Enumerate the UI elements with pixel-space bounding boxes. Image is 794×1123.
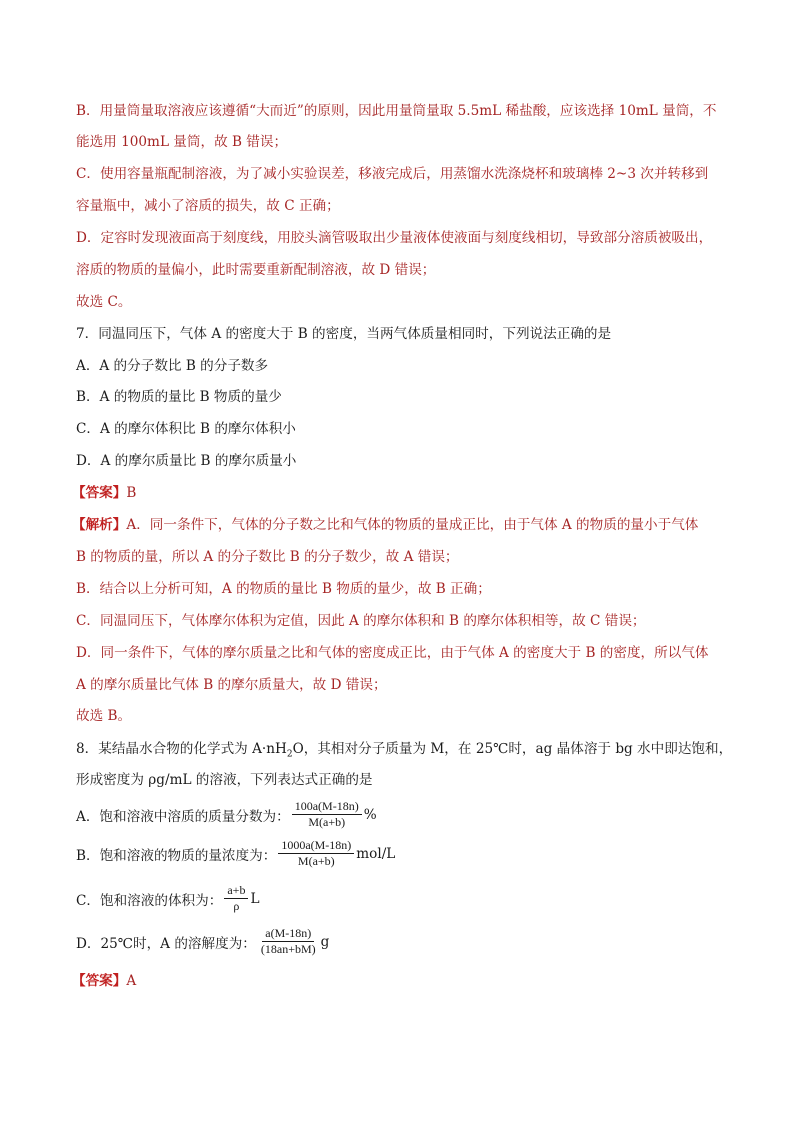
fraction-denominator: M(a+b) — [297, 854, 335, 868]
q7-answer — [72, 483, 724, 503]
q7-option-a: A．A 的分子数比 B 的分子数多 — [76, 358, 269, 374]
q8-option-b-fraction — [278, 838, 354, 869]
fraction-numerator: a(M-18n) — [262, 926, 314, 942]
answer-tag: 【答案】 — [72, 973, 127, 989]
q6-option-d-line2: 溶质的物质的量偏小，此时需要重新配制溶液，故 D 错误； — [76, 262, 436, 278]
q8-option-c-label: C．饱和溶液的体积为： — [76, 892, 223, 909]
q8-option-b — [76, 838, 395, 869]
q8-option-c — [76, 883, 259, 914]
q6-selection: 故选 C。 — [76, 294, 132, 310]
fraction-numerator: 100a(M-18n) — [292, 799, 362, 815]
q6-option-d-line1: D．定容时发现液面高于刻度线，用胶头滴管吸取出少量液体使液面与刻度线相切，导致部分溶质被吸出， — [76, 230, 713, 246]
q7-explanation-line3: B．结合以上分析可知，A 的物质的量比 B 物质的量少，故 B 正确； — [76, 581, 491, 597]
q7-stem: 7．同温同压下，气体 A 的密度大于 B 的密度，当两气体质量相同时，下列说法正确的是 — [76, 326, 612, 342]
q8-option-c-unit: L — [250, 890, 260, 907]
q8-stem-line1 — [76, 739, 733, 765]
fraction-denominator: (18an+bM) — [260, 942, 316, 956]
fraction-denominator: M(a+b) — [308, 815, 346, 829]
q8-option-d-fraction — [258, 926, 319, 957]
q8-option-a-unit: % — [363, 806, 377, 823]
explanation-text: A．同一条件下，气体的分子数之比和气体的物质的量成正比，由于气体 A 的物质的量小于气体 — [126, 517, 699, 533]
answer-tag: 【答案】 — [72, 485, 127, 501]
q8-stem-part2: O，其相对分子质量为 M，在 25℃时，ag 晶体溶于 bg 水中即达饱和， — [292, 741, 733, 757]
q7-option-d: D．A 的摩尔质量比 B 的摩尔质量小 — [76, 453, 297, 469]
q8-option-d-label: D．25℃时，A 的溶解度为： — [76, 935, 256, 952]
q7-selection: 故选 B。 — [76, 708, 132, 724]
fraction-numerator: 1000a(M-18n) — [278, 838, 354, 854]
q8-option-b-label: B．饱和溶液的物质的量浓度为： — [76, 847, 277, 864]
q7-explanation-line5: D．同一条件下，气体的摩尔质量之比和气体的密度成正比，由于气体 A 的密度大于 B 的密度，所以气体 — [76, 645, 709, 661]
q8-option-a-label: A．饱和溶液中溶质的质量分数为： — [76, 808, 290, 825]
q7-explanation-line2: B 的物质的量，所以 A 的分子数比 B 的分子数少，故 A 错误； — [76, 549, 459, 565]
q8-option-a-fraction — [292, 799, 362, 830]
q8-stem-line2: 形成密度为 ρg/mL 的溶液，下列表达式正确的是 — [76, 772, 373, 788]
q8-option-c-fraction — [224, 883, 248, 914]
q6-option-c-line1: C．使用容量瓶配制溶液，为了减小实验误差，移液完成后，用蒸馏水洗涤烧杯和玻璃棒 2~3 次并转移到 — [76, 166, 709, 182]
q8-option-d-unit: g — [320, 933, 330, 950]
q6-option-b-line2: 能选用 100mL 量筒，故 B 错误； — [76, 134, 288, 150]
q8-stem-subscript: 2 — [286, 749, 293, 760]
q8-option-b-unit: mol/L — [356, 845, 396, 862]
q8-stem-part1: 8．某结晶水合物的化学式为 A·nH — [76, 741, 287, 757]
fraction-numerator: a+b — [224, 883, 248, 899]
fraction-denominator: ρ — [233, 899, 240, 913]
q7-explanation-line1 — [72, 515, 724, 535]
explanation-tag: 【解析】 — [72, 517, 127, 533]
q6-option-b-line1: B．用量筒量取溶液应该遵循“大而近”的原则，因此用量筒量取 5.5mL 稀盐酸，应该选择 10mL 量筒，不 — [76, 103, 717, 119]
q8-option-d — [76, 926, 329, 957]
answer-value: B — [126, 485, 137, 501]
answer-value: A — [126, 973, 137, 989]
q7-option-b: B．A 的物质的量比 B 物质的量少 — [76, 389, 282, 405]
q7-explanation-line6: A 的摩尔质量比气体 B 的摩尔质量大，故 D 错误； — [76, 677, 387, 693]
q7-explanation-line4: C．同温同压下，气体摩尔体积为定值，因此 A 的摩尔体积和 B 的摩尔体积相等，故 C 错误； — [76, 613, 646, 629]
q8-answer — [72, 971, 724, 991]
q7-option-c: C．A 的摩尔体积比 B 的摩尔体积小 — [76, 421, 296, 437]
q8-option-a — [76, 799, 377, 830]
q6-option-c-line2: 容量瓶中，减小了溶质的损失，故 C 正确； — [76, 198, 340, 214]
